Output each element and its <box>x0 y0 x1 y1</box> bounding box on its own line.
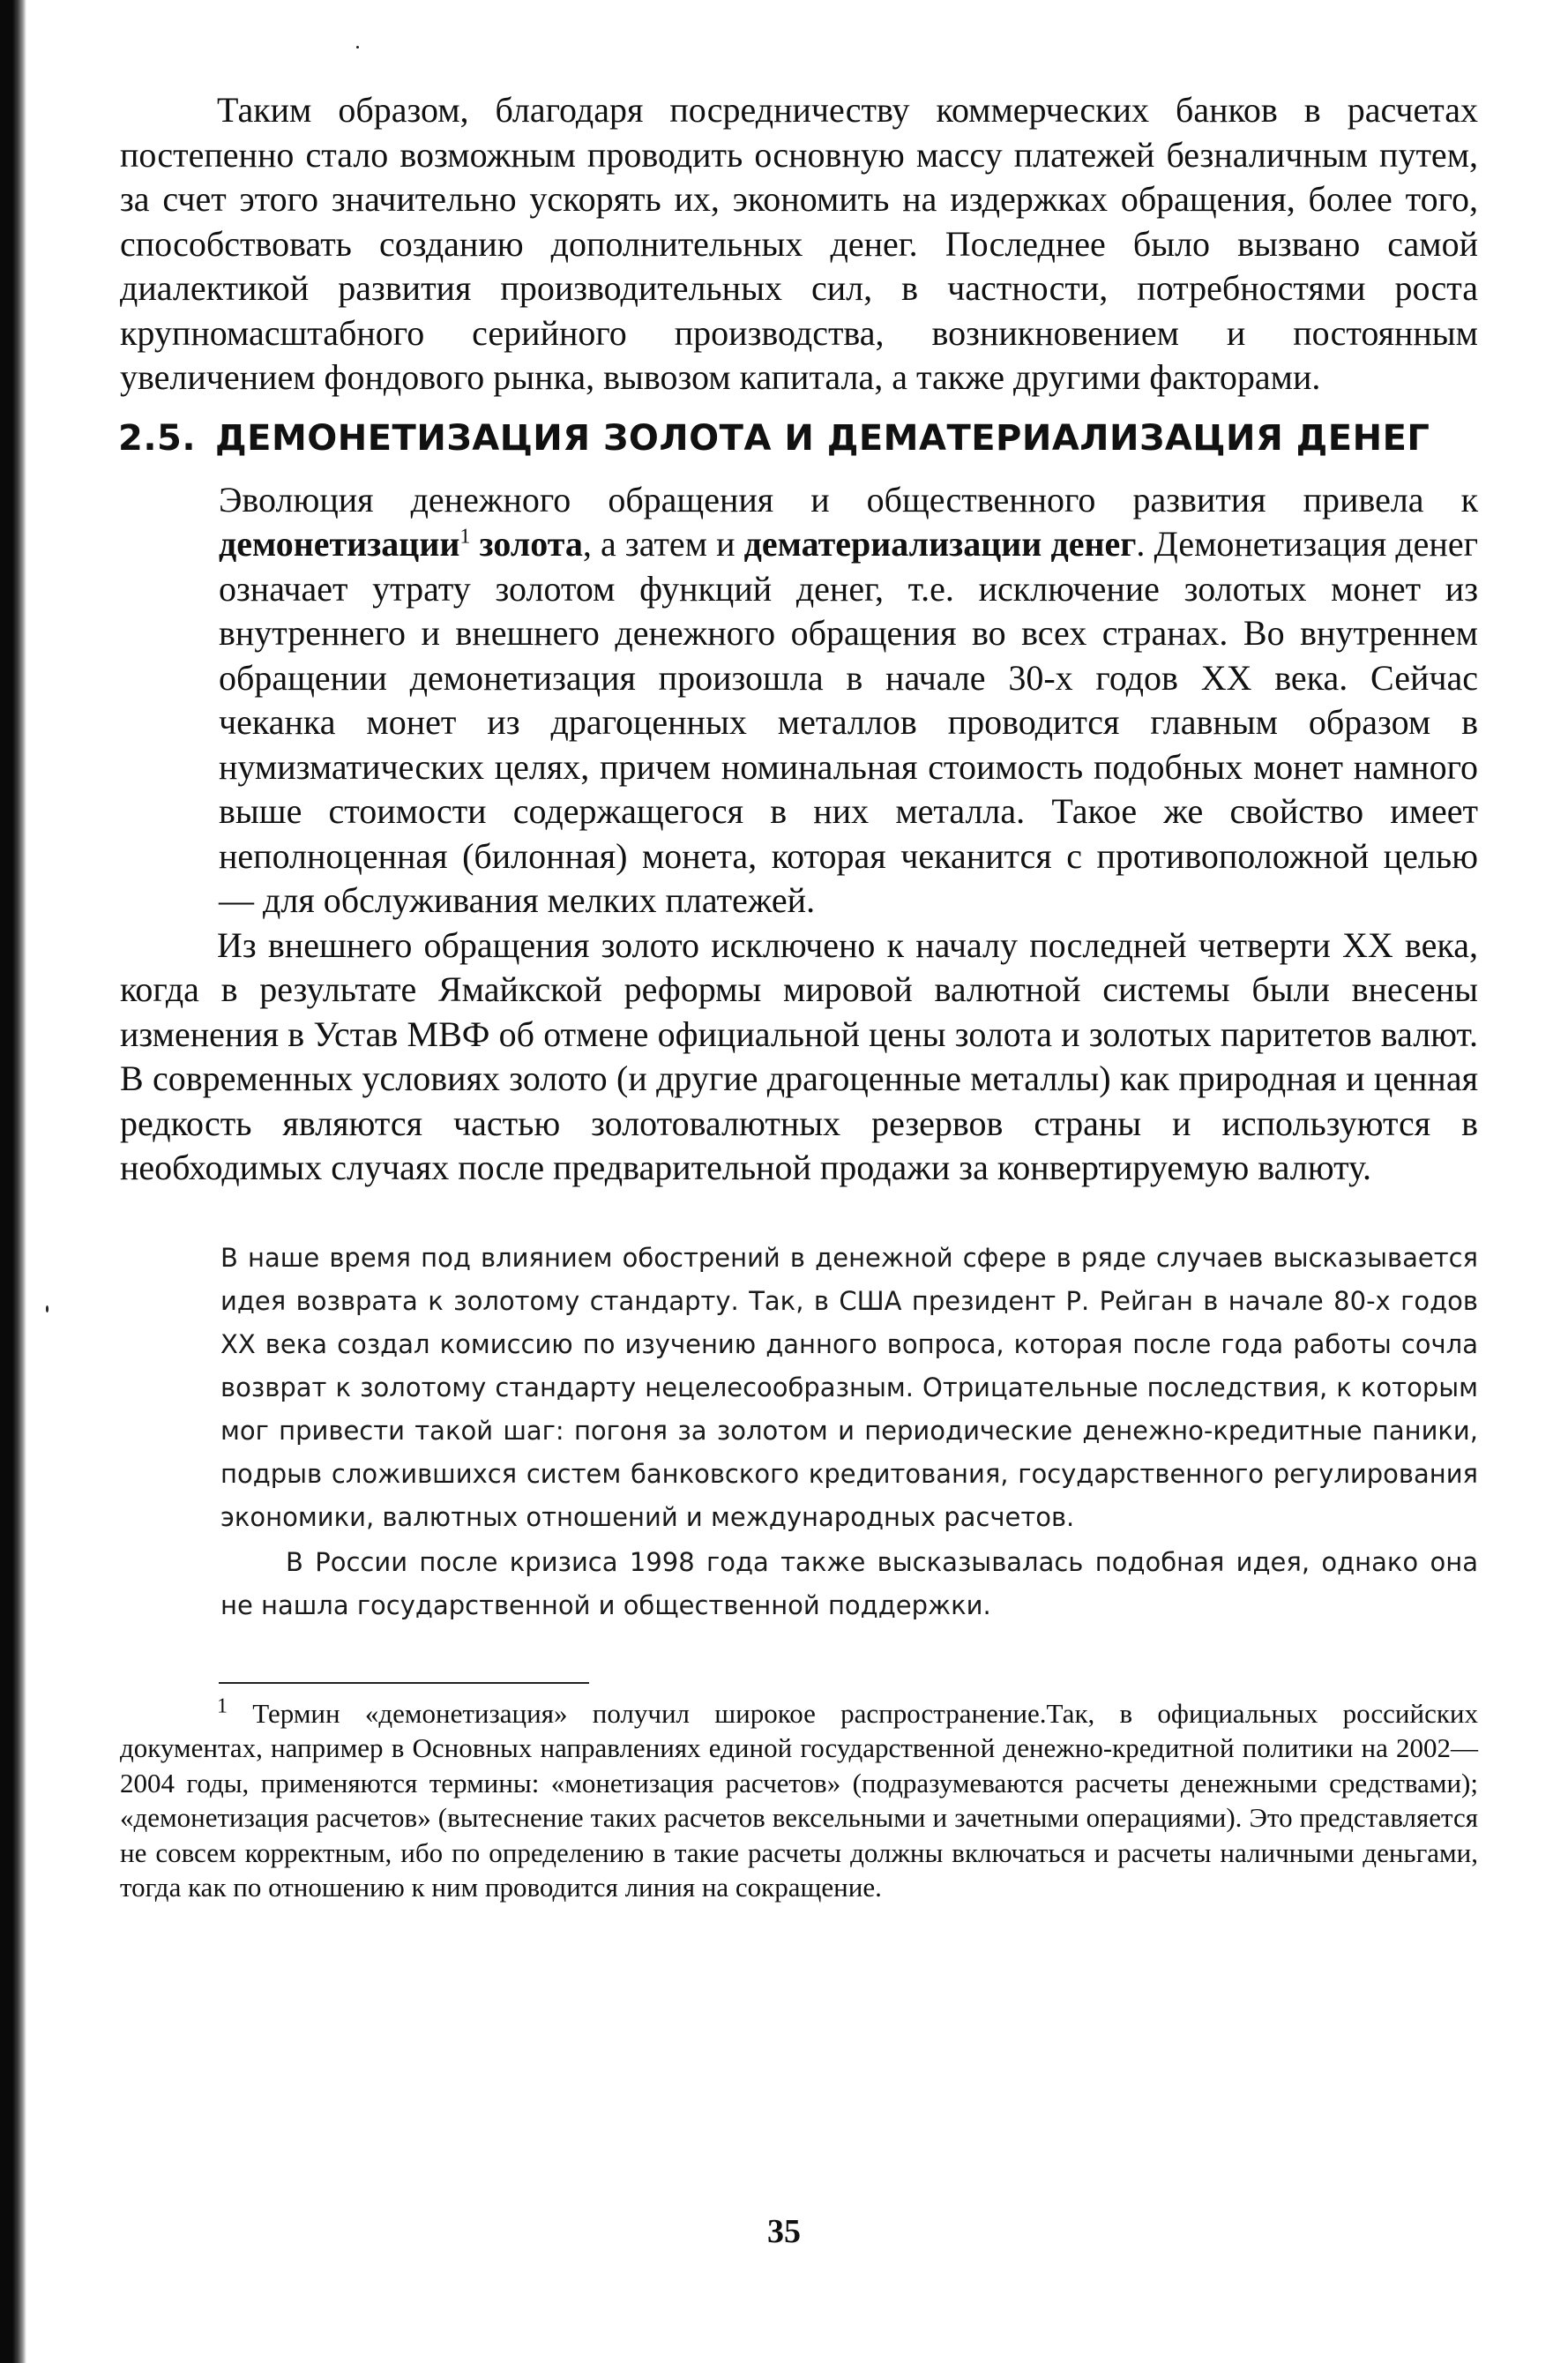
inset-note <box>120 1237 1478 1627</box>
footnote <box>120 1696 1478 1905</box>
page-content <box>120 88 1478 1905</box>
term-gold: золота <box>470 524 583 564</box>
section-heading <box>118 416 1478 460</box>
evolution-text-1: Эволюция денежного обращения и общественного развития привела к <box>219 479 1478 520</box>
scan-speck <box>46 1305 49 1312</box>
term-demonetization: демонетизации <box>219 524 460 564</box>
footnote-text: Термин «демонетизация» получил широкое распространение.Так, в официальных российских документах, например в Основных направлениях единой государственной денежно-кредитной политики на 2002—2004 годы, применяются термины: «монетизация расчетов» (подразумеваются расчеты денежными средствами); «демонетизация расчетов» (вытеснение таких расчетов вексельными и зачетными операциями). Это представляется не совсем корректным, ибо по определению в такие расчеты должны включаться и расчеты наличными деньгами, тогда как по отношению к ним проводится линия на сокращение. <box>120 1697 1478 1903</box>
section-title: ДЕМОНЕТИЗАЦИЯ ЗОЛОТА И ДЕМАТЕРИАЛИЗАЦИЯ ДЕНЕГ <box>215 417 1430 459</box>
footnote-divider <box>219 1682 589 1684</box>
inset-paragraph-2: В России после кризиса 1998 года также высказывалась подобная идея, однако она не нашла государственной и общественной поддержки. <box>220 1546 1478 1620</box>
inset-paragraph-1: В наше время под влиянием обострений в денежной сфере в ряде случаев высказывается идея возврата к золотому стандарту. Так, в США президент Р. Рейган в начале 80-х годов XX века создал комиссию по изучению данного вопроса, которая после года работы сочла возврат к золотому стандарту нецелесообразным. Отрицательные последствия, к которым мог привести такой шаг: погоня за золотом и периодические денежно-кредитные паники, подрыв сложившихся систем банковского кредитования, государственного регулирования экономики, валютных отношений и международных расчетов. <box>220 1242 1478 1532</box>
evolution-block <box>120 478 1478 924</box>
paragraph-intro: Таким образом, благодаря посредничеству коммерческих банков в расчетах постепенно стало возможным проводить основную массу платежей безналичным путем, за счет этого значительно ускорять их, экономить на издержках обращения, более того, способствовать созданию дополнительных денег. Последнее было вызвано самой диалектикой развития производительных сил, в частности, потребностями роста крупномасштабного серийного производства, возникновением и постоянным увеличением фондового рынка, вывозом капитала, а также другими факторами. <box>120 90 1478 397</box>
page-number: 35 <box>767 2213 801 2250</box>
footnote-reference: 1 <box>459 525 471 549</box>
paragraph-evolution <box>219 478 1478 924</box>
footnote-marker: 1 <box>217 1694 228 1718</box>
scan-binding-edge <box>0 0 26 2363</box>
evolution-text-2: , а затем и <box>582 524 744 564</box>
paragraph-external: Из внешнего обращения золото исключено к началу последней четверти XX века, когда в результате Ямайкской реформы мировой валютной системы были внесены изменения в Устав МВФ об отмене официальной цены золота и золотых паритетов валют. В современных условиях золото (и другие драгоценные металлы) как природная и ценная редкость являются частью золотовалютных резервов страны и используются в необходимых случаях после предварительной продажи за конвертируемую валюту. <box>120 924 1478 1187</box>
scan-speck <box>356 46 359 49</box>
section-number: 2.5. <box>118 417 197 459</box>
evolution-text-3: . Демонетизация денег означает утрату золотом функций денег, т.е. исключение золотых монет из внутреннего и внешнего денежного обращения во всех странах. Во внутреннем обращении демонетизация произошла в начале 30-х годов XX века. Сейчас чеканка монет из драгоценных металлов проводится главным образом в нумизматических целях, причем номинальная стоимость подобных монет намного выше стоимости содержащегося в них металла. Такое же свойство имеет неполноценная (билонная) монета, которая чеканится с противоположной целью — для обслуживания мелких платежей. <box>219 524 1478 920</box>
term-dematerialization: дематериализации денег <box>743 524 1137 564</box>
